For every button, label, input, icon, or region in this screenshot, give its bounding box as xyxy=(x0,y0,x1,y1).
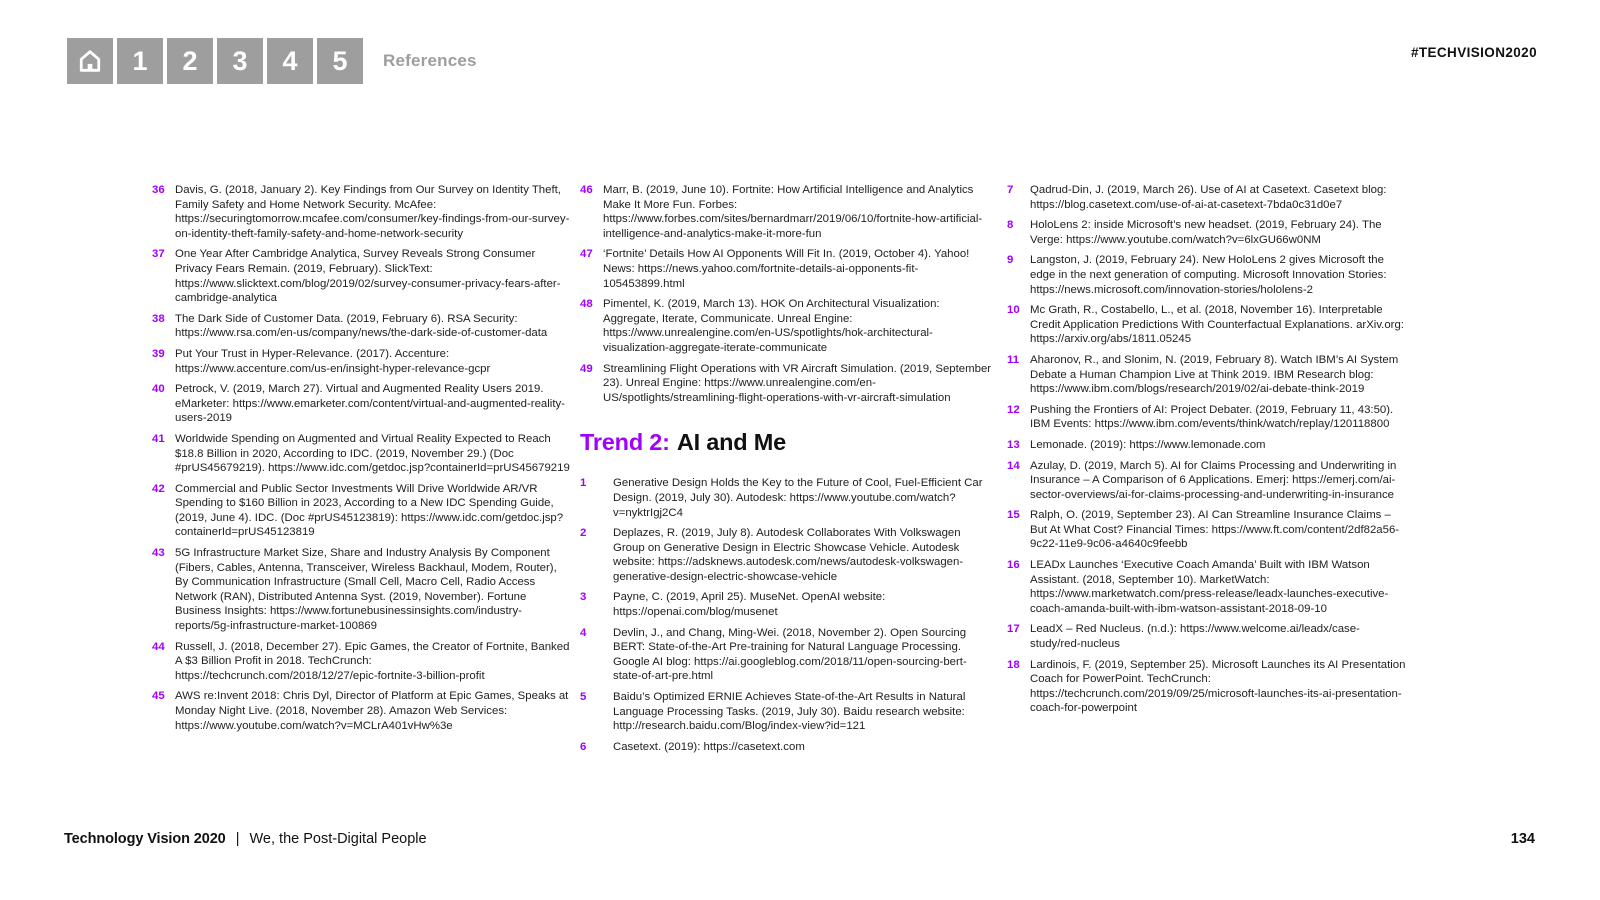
reference-number: 37 xyxy=(152,248,165,261)
nav-page-1[interactable]: 1 xyxy=(117,38,163,84)
reference-text: Payne, C. (2019, April 25). MuseNet. OpenAI website: https://openai.com/blog/musenet xyxy=(613,591,886,619)
reference-item xyxy=(152,247,570,305)
reference-number: 44 xyxy=(152,640,165,653)
reference-item xyxy=(580,362,994,406)
trend-2-heading-title: AI and Me xyxy=(676,429,786,456)
reference-item xyxy=(1007,353,1409,397)
reference-number: 36 xyxy=(152,184,165,196)
reference-text: HoloLens 2: inside Microsoft’s new headset. (2019, February 24). The Verge: https://www.youtube.com/watch?v=6lxGU66w0NM xyxy=(1030,219,1382,246)
reference-item xyxy=(580,476,994,520)
reference-item xyxy=(1007,218,1409,247)
reference-item xyxy=(580,297,994,355)
reference-text: Mc Grath, R., Costabello, L., et al. (2018, November 16). Interpretable Credit Application Predictions With Counterfactual Explanations. arXiv.org: https://arxiv.org/abs/1811.05245 xyxy=(1030,304,1404,346)
reference-number: 40 xyxy=(152,383,165,396)
reference-text: LeadX – Red Nucleus. (n.d.): https://www.welcome.ai/leadx/case-study/red-nucleus xyxy=(1030,623,1360,651)
reference-number: 2 xyxy=(580,527,587,540)
reference-item xyxy=(580,247,994,291)
reference-item xyxy=(152,482,570,540)
reference-item xyxy=(152,183,570,241)
reference-text: Davis, G. (2018, January 2). Key Findings from Our Survey on Identity Theft, Family Safety and Home Network Security. McAfee: https://securingtomorrow.mcafee.com/consumer/key-findings-from-our-survey-on-identity-theft-family-safety-and-home-network-security xyxy=(175,184,570,240)
reference-number: 18 xyxy=(1007,658,1020,671)
reference-item xyxy=(1007,403,1409,432)
home-button[interactable] xyxy=(67,38,113,84)
reference-number: 17 xyxy=(1007,623,1020,636)
reference-number: 43 xyxy=(152,547,165,560)
reference-item xyxy=(152,432,570,476)
reference-text: Russell, J. (2018, December 27). Epic Games, the Creator of Fortnite, Banked A $3 Billion Profit in 2018. TechCrunch: https://techcrunch.com/2018/12/27/epic-fortnite-3-billion-profit xyxy=(175,640,570,682)
reference-text: 5G Infrastructure Market Size, Share and Industry Analysis By Component (Fibers, Cables, Antenna, Transceiver, Wireless Backhaul, Modem, Router), By Communication Infrastructure (Small Cell, Macro Cell, Radio Access Network (RAN), Distributed Antenna Syst. (2019, November). Fortune Business Insights: https://www.fortunebusinessinsights.com/industry-reports/5g-infrastructure-market-100869 xyxy=(175,547,557,633)
reference-item xyxy=(152,382,570,426)
reference-text: Generative Design Holds the Key to the Future of Cool, Fuel-Efficient Car Design. (2019, July 30). Autodesk: https://www.youtube.com/watch?v=nyktrIgj2C4 xyxy=(613,477,983,519)
home-icon xyxy=(76,47,104,75)
reference-text: Marr, B. (2019, June 10). Fortnite: How Artificial Intelligence and Analytics Make It More Fun. Forbes: https://www.forbes.com/sites/bernardmarr/2019/06/10/fortnite-how-artificial-intelligence-and-analytics-make-it-more-fun xyxy=(603,184,983,240)
reference-number: 48 xyxy=(580,298,593,311)
references-list-trend2 xyxy=(580,476,994,754)
reference-text: Lardinois, F. (2019, September 25). Microsoft Launches its AI Presentation Coach for PowerPoint. TechCrunch: https://techcrunch.com/2019/09/25/microsoft-launches-its-ai-presentation-coach-for-powerpoint xyxy=(1030,658,1406,715)
reference-number: 8 xyxy=(1007,219,1014,232)
reference-number: 5 xyxy=(580,691,587,704)
reference-number: 13 xyxy=(1007,438,1020,451)
reference-text: Commercial and Public Sector Investments Will Drive Worldwide AR/VR Spending to $160 Billion in 2023, According to a New IDC Spending Guide, (2019, June 4). IDC. (Doc #prUS45123819): https://www.idc.com/getdoc.jsp?containerId=prUS45123819 xyxy=(175,482,564,539)
reference-number: 47 xyxy=(580,248,593,261)
reference-number: 12 xyxy=(1007,403,1020,416)
reference-number: 14 xyxy=(1007,459,1020,472)
reference-number: 38 xyxy=(152,312,165,325)
reference-number: 45 xyxy=(152,690,165,703)
reference-number: 41 xyxy=(152,432,165,445)
reference-text: Baidu’s Optimized ERNIE Achieves State-of-the-Art Results in Natural Language Processing Tasks. (2019, July 30). Baidu research website: http://research.baidu.com/Blog/index-view?id=121 xyxy=(613,691,966,733)
reference-item xyxy=(1007,438,1409,453)
footer xyxy=(64,831,427,847)
reference-text: Azulay, D. (2019, March 5). AI for Claims Processing and Underwriting in Insurance – A Comparison of 6 Applications. Emerj: https://emerj.com/ai-sector-overviews/ai-for-claims-processing-and-underwriting-in-insurance xyxy=(1030,459,1397,501)
page-number: 134 xyxy=(1510,831,1535,847)
references-column-2 xyxy=(580,183,994,760)
reference-item xyxy=(152,546,570,634)
reference-item xyxy=(1007,558,1409,616)
reference-text: Deplazes, R. (2019, July 8). Autodesk Collaborates With Volkswagen Group on Generative Design in Electric Showcase Vehicle. Autodesk website: https://adsknews.autodesk.com/news/autodesk-volkswagen-generative-design-electric-showcase-vehicle xyxy=(613,527,964,583)
references-column-3 xyxy=(1007,183,1409,722)
section-label: References xyxy=(383,51,477,70)
reference-text: Casetext. (2019): https://casetext.com xyxy=(613,740,805,753)
nav-page-5[interactable]: 5 xyxy=(317,38,363,84)
reference-item xyxy=(580,740,994,755)
reference-item xyxy=(152,312,570,341)
reference-item xyxy=(1007,658,1409,716)
reference-item xyxy=(1007,622,1409,651)
reference-number: 11 xyxy=(1007,353,1020,366)
reference-item xyxy=(580,526,994,584)
reference-text: Langston, J. (2019, February 24). New HoloLens 2 gives Microsoft the edge in the next generation of computing. Microsoft Innovation Stories: https://news.microsoft.com/innovation-stories/hololens-2 xyxy=(1030,254,1387,296)
nav-page-2[interactable]: 2 xyxy=(167,38,213,84)
reference-number: 49 xyxy=(580,362,593,375)
reference-item xyxy=(580,626,994,684)
references-list-46-49 xyxy=(580,183,994,405)
reference-text: LEADx Launches ‘Executive Coach Amanda’ Built with IBM Watson Assistant. (2018, September 10). MarketWatch: https://www.marketwatch.com/press-release/leadx-launches-executive-coach-amanda-built-with-ibm-watson-assistant-2018-09-10 xyxy=(1030,559,1389,615)
reference-text: Streamlining Flight Operations with VR Aircraft Simulation. (2019, September 23). Unreal Engine: https://www.unrealengine.com/en-US/spotlights/streamlining-flight-operations-with-vr-aircraft-simulation xyxy=(603,362,992,404)
trend-2-heading-prefix: Trend 2: xyxy=(580,429,670,456)
reference-item xyxy=(580,183,994,241)
reference-number: 16 xyxy=(1007,559,1020,572)
references-column-1 xyxy=(152,183,570,739)
top-navigation xyxy=(67,38,477,84)
reference-number: 42 xyxy=(152,482,165,495)
reference-text: Pushing the Frontiers of AI: Project Debater. (2019, February 11, 43:50). IBM Events: https://www.ibm.com/events/think/watch/replay/120118800 xyxy=(1030,403,1394,431)
reference-item xyxy=(580,690,994,734)
reference-number: 1 xyxy=(580,477,587,490)
reference-text: Put Your Trust in Hyper-Relevance. (2017). Accenture: https://www.accenture.com/us-en/insight-hyper-relevance-gcpr xyxy=(175,347,491,375)
hashtag-techvision2020: #TECHVISION2020 xyxy=(1410,45,1537,60)
reference-text: Devlin, J., and Chang, Ming-Wei. (2018, November 2). Open Sourcing BERT: State-of-the-Art Pre-training for Natural Language Processing. Google AI blog: https://ai.googleblog.com/2018/11/open-sourcing-bert-state-of-art-pre.html xyxy=(613,626,967,683)
reference-number: 15 xyxy=(1007,509,1020,522)
reference-item xyxy=(1007,303,1409,347)
reference-number: 46 xyxy=(580,184,593,196)
reference-item xyxy=(152,689,570,733)
reference-number: 3 xyxy=(580,591,587,604)
reference-item xyxy=(152,347,570,376)
reference-text: Qadrud-Din, J. (2019, March 26). Use of AI at Casetext. Casetext blog: https://blog.casetext.com/use-of-ai-at-casetext-7bda0c31d0e7 xyxy=(1030,184,1387,211)
reference-number: 7 xyxy=(1007,184,1014,196)
reference-text: Aharonov, R., and Slonim, N. (2019, February 8). Watch IBM’s AI System Debate a Human Champion Live at Think 2019. IBM Research blog: https://www.ibm.com/blogs/research/2019/02/ai-debate-think-2019 xyxy=(1030,353,1399,396)
reference-item xyxy=(152,640,570,684)
footer-brand: Technology Vision 2020 xyxy=(64,831,226,847)
reference-item xyxy=(1007,459,1409,503)
footer-separator: | xyxy=(235,831,240,847)
footer-subtitle: We, the Post-Digital People xyxy=(249,831,427,847)
reference-item xyxy=(1007,508,1409,552)
reference-text: Lemonade. (2019): https://www.lemonade.com xyxy=(1030,438,1266,451)
reference-number: 6 xyxy=(580,740,587,753)
nav-page-3[interactable]: 3 xyxy=(217,38,263,84)
nav-page-4[interactable]: 4 xyxy=(267,38,313,84)
reference-text: ‘Fortnite’ Details How AI Opponents Will Fit In. (2019, October 4). Yahoo! News: https://news.yahoo.com/fortnite-details-ai-opponents-fit-105453899.html xyxy=(603,248,970,290)
reference-item xyxy=(1007,183,1409,212)
reference-number: 9 xyxy=(1007,254,1014,267)
reference-item xyxy=(1007,253,1409,297)
trend-2-heading xyxy=(580,429,994,456)
reference-item xyxy=(580,590,994,619)
reference-text: The Dark Side of Customer Data. (2019, February 6). RSA Security: https://www.rsa.com/en-us/company/news/the-dark-side-of-customer-data xyxy=(175,312,548,340)
reference-number: 39 xyxy=(152,347,165,360)
reference-text: Pimentel, K. (2019, March 13). HOK On Architectural Visualization: Aggregate, Iterate, Communicate. Unreal Engine: https://www.unrealengine.com/en-US/spotlights/hok-architectural-visualization-aggregate-iterate-communicate xyxy=(603,298,940,354)
reference-number: 10 xyxy=(1007,304,1020,317)
reference-text: AWS re:Invent 2018: Chris Dyl, Director of Platform at Epic Games, Speaks at Monday Night Live. (2018, November 28). Amazon Web Services: https://www.youtube.com/watch?v=MCLrA401vHw%3e xyxy=(175,690,569,732)
reference-text: Ralph, O. (2019, September 23). AI Can Streamline Insurance Claims – But At What Cost? Financial Times: https://www.ft.com/content/2df82a56-9c22-11e9-9c06-a4640c9feebb xyxy=(1030,509,1400,551)
reference-text: Petrock, V. (2019, March 27). Virtual and Augmented Reality Users 2019. eMarketer: https://www.emarketer.com/content/virtual-and-augmented-reality-users-2019 xyxy=(175,383,565,425)
reference-text: Worldwide Spending on Augmented and Virtual Reality Expected to Reach $18.8 Billion in 2020, According to IDC. (2019, November 29.) (Doc #prUS45679219). https://www.idc.com/getdoc.jsp?containerId=prUS45679219 xyxy=(175,432,570,475)
reference-text: One Year After Cambridge Analytica, Survey Reveals Strong Consumer Privacy Fears Remain. (2019, February). SlickText: https://www.slicktext.com/blog/2019/02/survey-consumer-privacy-fears-after-cambridge-analytica xyxy=(175,248,561,305)
reference-number: 4 xyxy=(580,626,587,639)
